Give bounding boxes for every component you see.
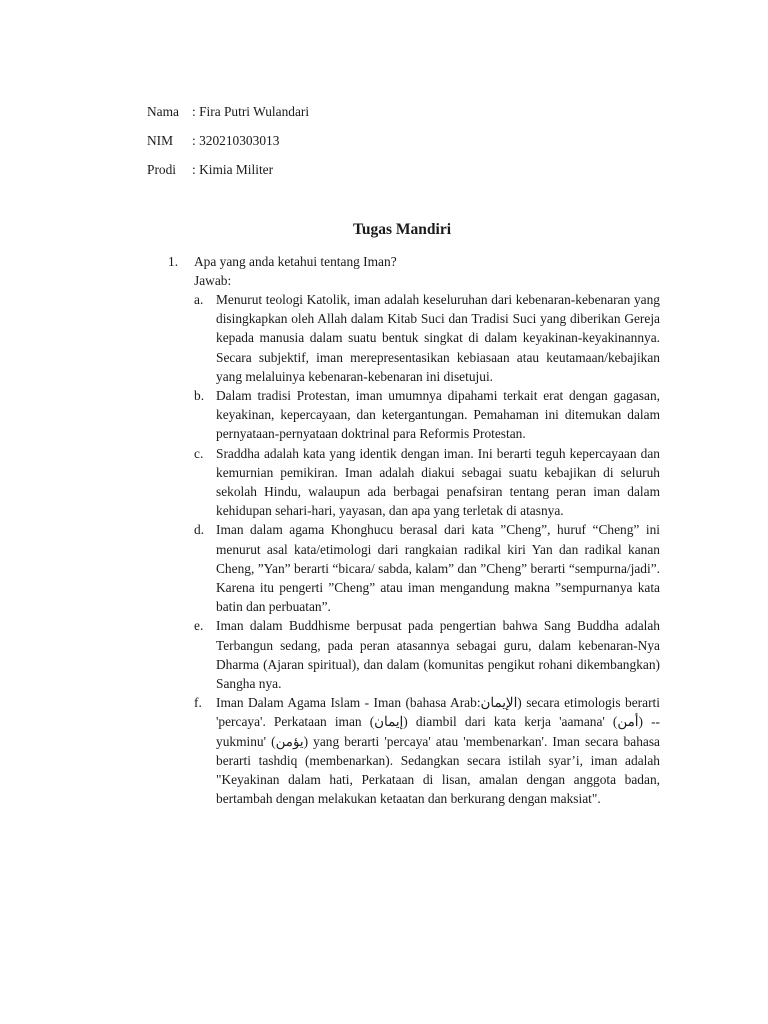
answer-text: Menurut teologi Katolik, iman adalah keseluruhan dari kebenaran-kebenaran yang disingkapkan oleh Allah dalam Kitab Suci dan Tradisi Suci yang diberikan Gereja kepada manusia dalam suatu bentuk singkat di dalam keyakinan-keyakinannya. Secara subjektif, iman merepresentasikan kebiasaan atau keutamaan/kebajikan yang melaluinya kebenaran-kebenaran ini disetujui. — [216, 292, 660, 384]
question-number: 1. — [168, 254, 179, 269]
answer-item-a — [194, 290, 660, 386]
identity-row-prodi — [147, 161, 273, 179]
answer-text: Iman dalam Buddhisme berpusat pada pengertian bahwa Sang Buddha adalah Terbangun sedang, pada peran atasannya sebagai guru, dalam kebenaran-Nya Dharma (Ajaran spiritual), dan dalam (komunitas pengikut rohani dikembangkan) Sangha nya. — [216, 618, 660, 692]
question-text: Apa yang anda ketahui tentang Iman? — [194, 254, 397, 269]
document-title: Tugas Mandiri — [352, 221, 452, 238]
answer-list — [194, 290, 660, 808]
identity-row-nim — [147, 132, 279, 150]
answer-item-f — [194, 693, 660, 808]
answer-marker: d. — [194, 522, 205, 538]
answer-label: Jawab: — [194, 273, 232, 288]
identity-row-nama — [147, 103, 309, 121]
answer-marker: b. — [194, 388, 205, 404]
identity-value: : 320210303013 — [192, 133, 280, 148]
identity-label: Prodi — [147, 162, 177, 177]
answer-text: Sraddha adalah kata yang identik dengan iman. Ini berarti teguh kepercayaan dan kemurnian pemikiran. Iman adalah diakui sebagai suatu kebajikan di seluruh sekolah Hindu, walaupun ada berbagai penafsiran tentang peran iman dalam kehidupan sehari-hari, yayasan, dan apa yang terletak di atasnya. — [216, 445, 660, 519]
identity-label: NIM — [147, 133, 174, 148]
answer-text: Iman Dalam Agama Islam - Iman (bahasa Arab:الإيمان) secara etimologis berarti 'percaya'. Perkataan iman (إيمان) diambil dari kata kerja 'aamana' (أمن) -- yukminu' (يؤمن) yang berarti 'percaya' atau 'membenarkan'. Iman secara bahasa berarti tashdiq (membenarkan). Sedangkan secara istilah syar’i, iman adalah "Keyakinan dalam hati, Perkataan di lisan, amalan dengan anggota badan, bertambah dengan melakukan ketaatan dan berkurang dengan maksiat". — [216, 695, 660, 807]
answer-marker: c. — [194, 445, 204, 461]
answer-text: Iman dalam agama Khonghucu berasal dari kata ”Cheng”, huruf “Cheng” ini menurut asal kata/etimologi dari rangkaian radikal kiri Yan dan radikal kanan Cheng, ”Yan” berarti “bicara/ sabda, kalam” dan ”Cheng” berarti “sempurna/jadi”. Karena itu pengerti ”Cheng” atau iman mengandung makna ”sempurnanya kata batin dan perbuatan”. — [216, 522, 660, 615]
identity-value: : Kimia Militer — [192, 162, 274, 177]
answer-item-d — [194, 520, 660, 616]
identity-value: : Fira Putri Wulandari — [192, 104, 310, 119]
answer-item-b — [194, 386, 660, 444]
answer-item-e — [194, 616, 660, 693]
answer-text: Dalam tradisi Protestan, iman umumnya dipahami terkait erat dengan gagasan, keyakinan, kepercayaan, dan ketergantungan. Pemahaman ini ditemukan dalam pernyataan-pernyataan doktrinal para Reformis Protestan. — [216, 388, 660, 442]
answer-marker: a. — [194, 292, 204, 307]
answer-item-c — [194, 444, 660, 521]
answer-marker: f. — [194, 695, 202, 711]
answer-marker: e. — [194, 618, 204, 634]
identity-label: Nama — [147, 104, 179, 119]
